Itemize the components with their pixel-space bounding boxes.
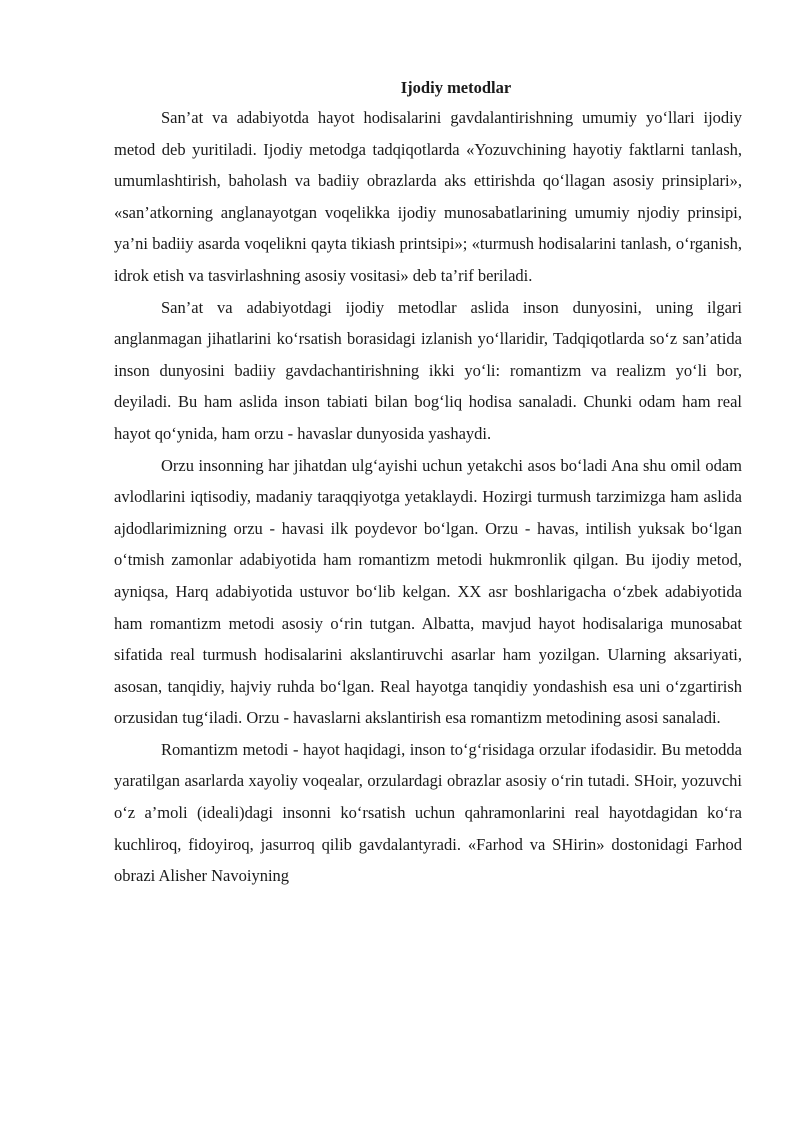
paragraph-2: San’at va adabiyotdagi ijodiy metodlar aslida inson dunyosini, uning ilgari anglanmagan jihatlarini ko‘rsatish borasidagi izlanish yo‘llaridir, Tadqiqotlarda so‘z san’atida inson dunyosini badiiy gavdachantirishning ikki yo‘li: romantizm va realizm yo‘li bor, deyiladi. Bu ham aslida inson tabiati bilan bog‘liq hodisa sanaladi. Chunki odam ham real hayot qo‘ynida, ham orzu - havaslar dunyosida yashaydi. [114,297,742,443]
paragraph-3: Orzu insonning har jihatdan ulg‘ayishi uchun yetakchi asos bo‘ladi Ana shu omil odam avlodlarini iqtisodiy, madaniy taraqqiyotga yetaklaydi. Hozirgi turmush tarzimizga ham aslida ajdodlarimizning orzu - havasi ilk poydevor bo‘lgan. Orzu - havas, intilish yuksak bo‘lgan o‘tmish zamonlar adabiyotida ham romantizm metodi hukmronlik qilgan. Bu ijodiy metod, ayniqsa, Harq adabiyotida ustuvor bo‘lib kelgan. XX asr boshlarigacha o‘zbek adabiyotida ham romantizm metodi asosiy o‘rin tutgan. Albatta, mavjud hayot hodisalariga munosabat sifatida real turmush hodisalarini akslantiruvchi asarlar ham yozilgan. Ularning aksariyati, asosan, tanqidiy, hajviy ruhda bo‘lgan. Real hayotga tanqidiy yondashish esa uni o‘zgartirish orzusidan tug‘iladi. Orzu - havaslarni akslantirish esa romantizm metodining asosi sanaladi. [114,455,742,728]
document-page [114,74,742,892]
document-title: Ijodiy metodlar [400,78,512,97]
paragraph-1: San’at va adabiyotda hayot hodisalarini gavdalantirishning umumiy yo‘llari ijodiy metod deb yuritiladi. Ijodiy metodga tadqiqotlarda «Yozuvchining hayotiy faktlarni tanlash, umumlashtirish, baholash va badiiy obrazlarda aks ettirishda qo‘llagan asosiy prinsiplari», «san’atkorning anglanayotgan voqelikka ijodiy munosabatlarining umumiy njodiy prinsipi, ya’ni badiiy asarda voqelikni qayta tikiash printsipi»; «turmush hodisalarini tanlash, o‘rganish, idrok etish va tasvirlashning asosiy vositasi» deb ta’rif beriladi. [114,108,742,285]
paragraph-4: Romantizm metodi - hayot haqidagi, inson to‘g‘risidaga orzular ifodasidir. Bu metodda yaratilgan asarlarda xayoliy voqealar, orzulardagi obrazlar asosiy o‘rin tutadi. SHoir, yozuvchi o‘z a’moli (ideali)dagi insonni ko‘rsatish uchun qahramonlarini real hayotdagidan ko‘ra kuchliroq, fidoyiroq, jasurroq qilib gavdalantyradi. «Farhod va SHirin» dostonidagi Farhod obrazi Alisher Navoiyning [114,739,742,886]
